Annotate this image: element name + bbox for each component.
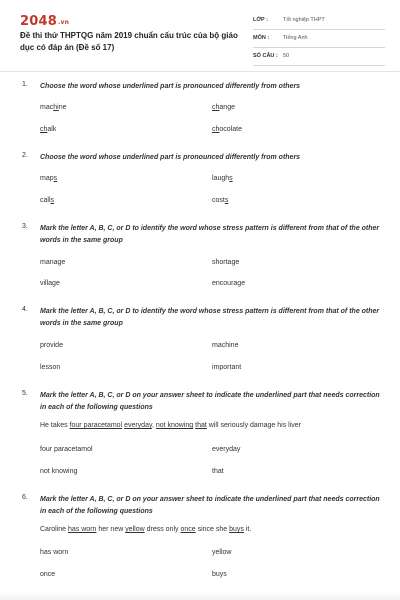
sentence-text: Caroline [40,526,69,533]
underlined-part: ch [40,126,48,133]
option-d[interactable] [212,126,242,133]
underlined-part: s [50,197,55,204]
document-header [0,0,400,68]
underlined-part: hi [53,104,59,111]
option-text: map [40,175,54,182]
option-a[interactable] [40,175,57,182]
underlined-part: ch [212,104,220,111]
meta-panel [253,14,385,68]
option-text: cost [212,197,225,204]
question-prompt: Mark the letter A, B, C, or D on your answer sheet to indicate the underlined part that needs correction in each of the following questions [40,392,380,411]
option-b[interactable]: everyday [212,446,241,453]
option-a[interactable]: provide [40,342,63,349]
option-text: ange [219,104,235,111]
option-a[interactable]: has worn [40,549,69,556]
underlined-part: once [180,526,196,533]
option-b[interactable]: yellow [212,549,232,556]
sentence-text: her new [96,526,126,533]
option-b[interactable] [212,104,235,111]
meta-row-class [253,14,385,30]
meta-value: 50 [283,53,290,59]
question-sentence [40,422,301,429]
sentence-text: it. [243,526,252,533]
option-text: call [40,197,51,204]
question-prompt: Mark the letter A, B, C, or D on your answer sheet to indicate the underlined part that needs correction in each of the following questions [40,496,380,515]
meta-row-subject [253,32,385,48]
option-d[interactable]: that [212,468,224,475]
question-prompt: Choose the word whose underlined part is pronounced differently from others [40,83,301,90]
underlined-part: has worn [68,526,97,533]
sentence-text: since she [195,526,230,533]
option-c[interactable]: village [40,280,60,287]
site-logo[interactable] [20,14,69,29]
option-d[interactable]: encourage [212,280,246,287]
sentence-text: , [151,422,156,429]
underlined-part: s [53,175,58,182]
option-a[interactable] [40,104,66,111]
underlined-part: everyday [124,422,152,429]
meta-key: MÔN : [253,35,270,41]
option-c[interactable] [40,197,54,204]
question-number: 6. [22,494,28,501]
option-c[interactable]: once [40,571,56,578]
question-number: 5. [22,390,28,397]
option-a[interactable]: four paracetamol [40,446,93,453]
underlined-part: yellow [125,526,145,533]
question-prompt: Mark the letter A, B, C, or D to identify the word whose stress pattern is different from that of the other words in the same group [40,308,380,327]
option-b[interactable] [212,175,233,182]
question-number: 1. [22,81,28,88]
option-text: alk [47,126,57,133]
underlined-part: ch [212,126,220,133]
question-prompt: Mark the letter A, B, C, or D to identify the word whose stress pattern is different from that of the other words in the same group [40,225,380,244]
meta-row-count [253,50,385,66]
option-text: laugh [212,175,230,182]
option-text: ne [58,104,67,111]
sentence-text: will seriously damage his liver [206,422,301,429]
document-title: Đề thi thử THPTQG năm 2019 chuẩn cấu trúc của bộ giáo dục có đáp án (Đề số 17) [20,31,238,52]
option-b[interactable]: machine [212,342,239,349]
option-c[interactable]: not knowing [40,468,78,475]
meta-key: SỐ CÂU : [253,53,278,59]
page-bottom-fade [0,592,400,600]
question-prompt: Choose the word whose underlined part is pronounced differently from others [40,154,301,161]
option-d[interactable]: important [212,364,242,371]
underlined-part: buys [229,526,244,533]
underlined-part: four paracetamol [69,422,123,429]
header-divider [0,71,400,72]
meta-value: Tiếng Anh [283,35,308,41]
question-sentence [40,526,251,533]
meta-key: LỚP : [253,17,268,23]
option-text: mac [40,104,54,111]
meta-value: Tốt nghiệp THPT [283,17,325,23]
question-number: 4. [22,306,28,313]
option-c[interactable]: lesson [40,364,61,371]
underlined-part: s [229,175,233,182]
underlined-part: not knowing [155,422,194,429]
sentence-text: dress only [144,526,181,533]
logo-suffix: .vn [57,19,70,26]
sentence-text: He takes [40,422,70,429]
option-a[interactable]: manage [40,259,66,266]
question-number: 2. [22,152,28,159]
underlined-part: s [224,197,229,204]
question-number: 3. [22,223,28,230]
underlined-part: that [195,422,207,429]
option-c[interactable] [40,126,56,133]
option-b[interactable]: shortage [212,259,240,266]
option-text: ocolate [219,126,242,133]
logo-text: 2048 [20,14,57,29]
option-d[interactable]: buys [212,571,227,578]
option-d[interactable] [212,197,228,204]
